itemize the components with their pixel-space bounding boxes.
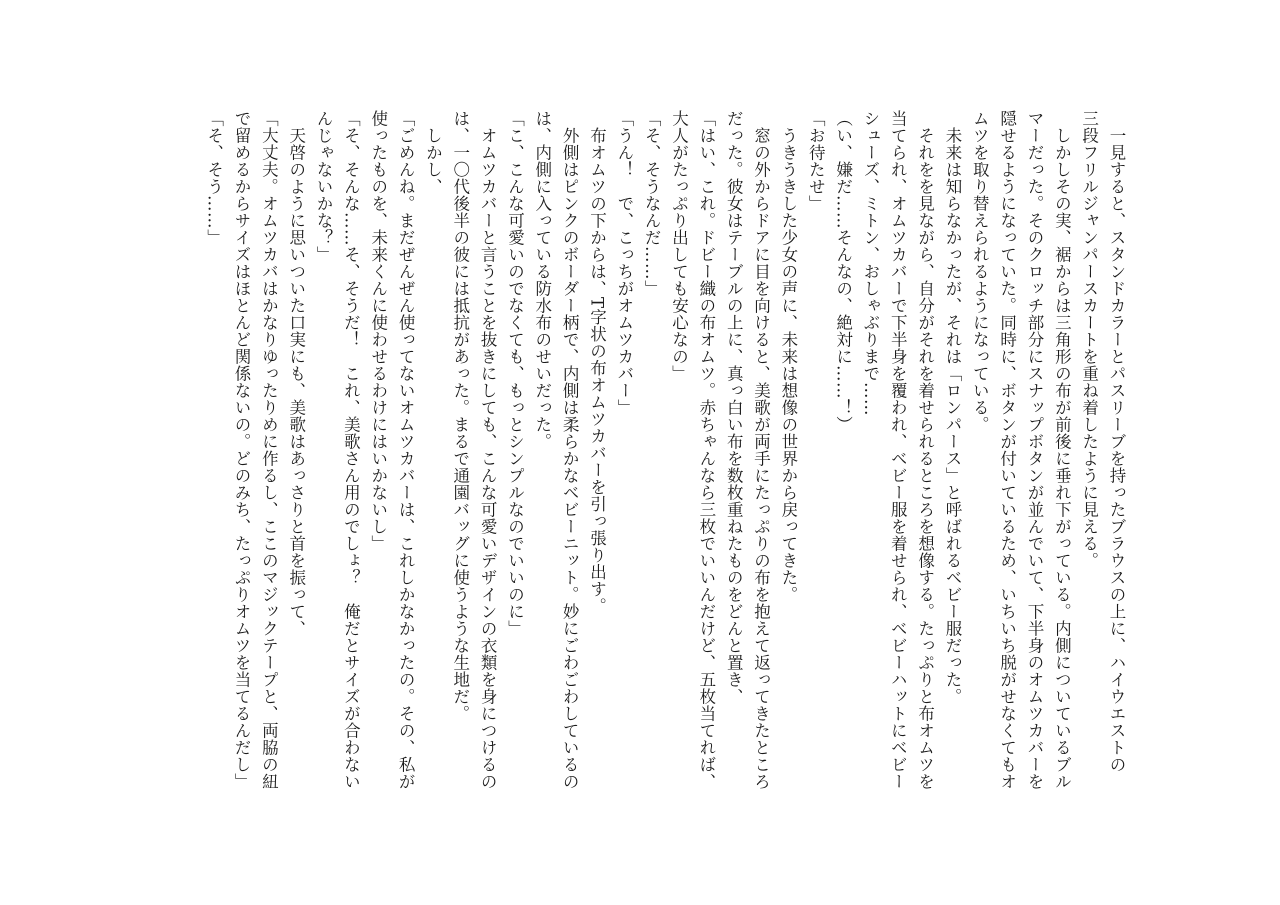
- text-line: （い、嫌だ……そんなの、絶対に……！）: [833, 110, 853, 433]
- text-line: 隠せるようになっていた。同時に、ボタンが付いているため、いちいち脱がせなくてもオ: [997, 110, 1017, 790]
- text-line: 「そ、そう……」: [204, 110, 224, 246]
- text-line: 三段フリルジャンパースカートを重ね着したように見える。: [1079, 110, 1099, 569]
- text-line: 一見すると、スタンドカラーとパスリーブを持ったブラウスの上に、ハイウエストの: [1107, 110, 1126, 773]
- text-line: だった。彼女はテーブルの上に、真っ白い布を数枚重ねたものをどんと置き、: [724, 110, 744, 705]
- text-line: 布オムツの下からは、T字状の布オムツカバーを引っ張り出す。: [587, 110, 607, 615]
- text-line: 外側はピンクのボーダー柄で、内側は柔らかなベビーニット。妙にごわごわしているの: [560, 110, 580, 790]
- text-line: 「うん！ で、こっちがオムツカバー」: [614, 110, 634, 416]
- text-line: オムツカバーと言うことを抜きにしても、こんな可愛いデザインの衣類を身につけるの: [478, 110, 498, 790]
- text-line: シューズ、ミトン、おしゃぶりまで……: [860, 110, 880, 416]
- text-line: 当てられ、オムツカバーで下半身を覆われ、ベビー服を着せられ、ベビーハットにベビー: [888, 110, 908, 790]
- text-line: 窓の外からドアに目を向けると、美歌が両手にたっぷりの布を抱えて返ってきたところ: [751, 110, 771, 790]
- text-line: ムツを取り替えられるようになっている。: [970, 110, 990, 433]
- text-line: で留めるからサイズはほとんど関係ないの。どのみち、たっぷりオムツを当てるんだし」: [232, 110, 251, 790]
- text-line: 使ったものを、未来くんに使わせるわけにはいかないし」: [368, 110, 388, 552]
- text-line: 「ごめんね。まだぜんぜん使ってないオムツカバーは、これしかなかったの。その、私が: [396, 110, 416, 790]
- text-line: 「大丈夫。オムツカバはかなりゆったりめに作るし、ここのマジックテープと、両脇の紐: [259, 110, 279, 790]
- text-line: 「お待たせ」: [806, 110, 826, 212]
- text-line: 「こ、こんな可愛いのでなくても、もっとシンプルなのでいいのに」: [505, 110, 525, 637]
- text-line: 天啓のように思いついた口実にも、美歌はあっさりと首を振って、: [286, 110, 306, 637]
- text-line: それをを見ながら、自分がそれを着せられるところを想像する。たっぷりと布オムツを: [915, 110, 935, 790]
- text-line: しかし、: [423, 110, 443, 195]
- text-line: しかしその実、裾からは三角形の布が前後に垂れ下がっている。内側についているブル: [1052, 110, 1072, 790]
- vertical-text-body: [130, 110, 1130, 790]
- text-line: 「そ、そうなんだ……」: [642, 110, 662, 297]
- text-line: マーだった。そのクロッチ部分にスナップボタンが並んでいて、下半身のオムツカバーを: [1024, 110, 1044, 790]
- text-line: んじゃないかな？」: [314, 110, 334, 263]
- text-line: 未来は知らなかったが、それは「ロンパース」と呼ばれるベビー服だった。: [942, 110, 962, 705]
- text-line: は、一〇代後半の彼には抵抗があった。まるで通園バッグに使うような生地だ。: [450, 110, 470, 722]
- text-line: 大人がたっぷり出しても安心なの」: [669, 110, 689, 382]
- text-line: は、内側に入っている防水布のせいだった。: [532, 110, 552, 450]
- text-line: 「そ、そんな……そ、そうだ！ これ、美歌さん用のでしょ？ 俺だとサイズが合わない: [341, 110, 361, 790]
- text-line: 「はい、これ。ドビー織の布オムツ。赤ちゃんなら三枚でいいんだけど、五枚当てれば、: [696, 110, 716, 790]
- text-line: うきうきした少女の声に、未来は想像の世界から戻ってきた。: [778, 110, 798, 603]
